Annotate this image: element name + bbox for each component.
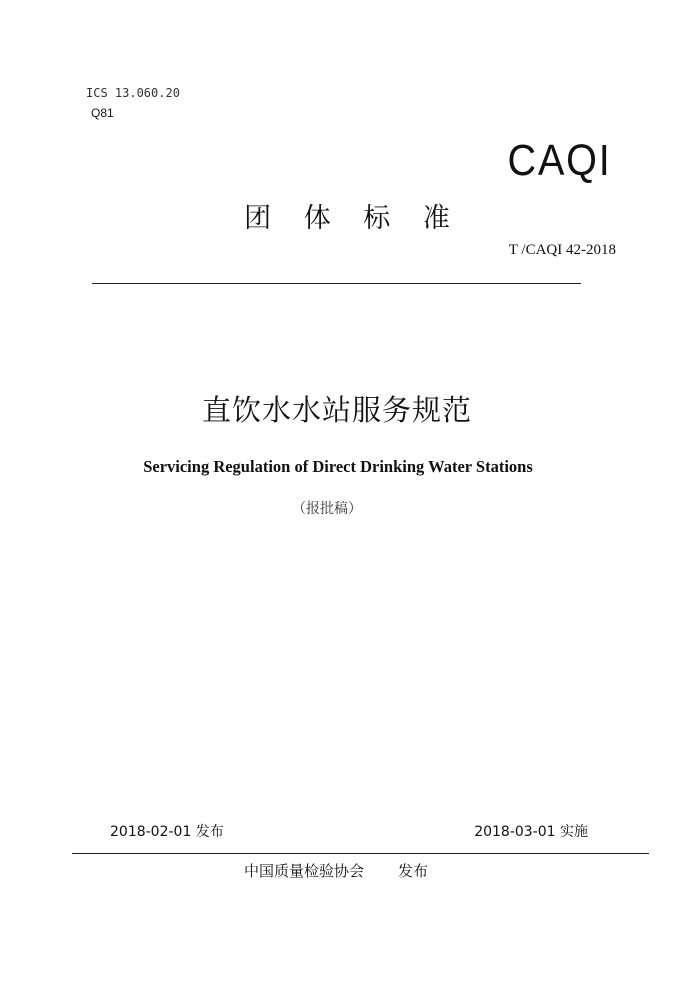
org-logo: CAQI	[507, 136, 612, 185]
publisher-line	[244, 860, 428, 881]
ics-code: ICS 13.060.20	[86, 86, 180, 100]
implement-date: 2018-03-01 实施	[474, 824, 588, 840]
standard-type: 团 体 标 准	[244, 203, 462, 234]
publish-date: 2018-02-01 发布	[110, 824, 224, 840]
publisher-action: 发布	[398, 862, 429, 880]
footer-divider	[72, 853, 649, 854]
publisher-name: 中国质量检验协会	[244, 862, 365, 880]
standard-number: T /CAQI 42-2018	[508, 242, 616, 258]
header-divider	[92, 283, 581, 284]
draft-stage: （报批稿）	[292, 501, 362, 517]
document-title-chinese: 直饮水水站服务规范	[201, 393, 472, 427]
document-title-english: Servicing Regulation of Direct Drinking Water Stations	[143, 457, 533, 476]
ccs-code: Q81	[91, 106, 114, 120]
